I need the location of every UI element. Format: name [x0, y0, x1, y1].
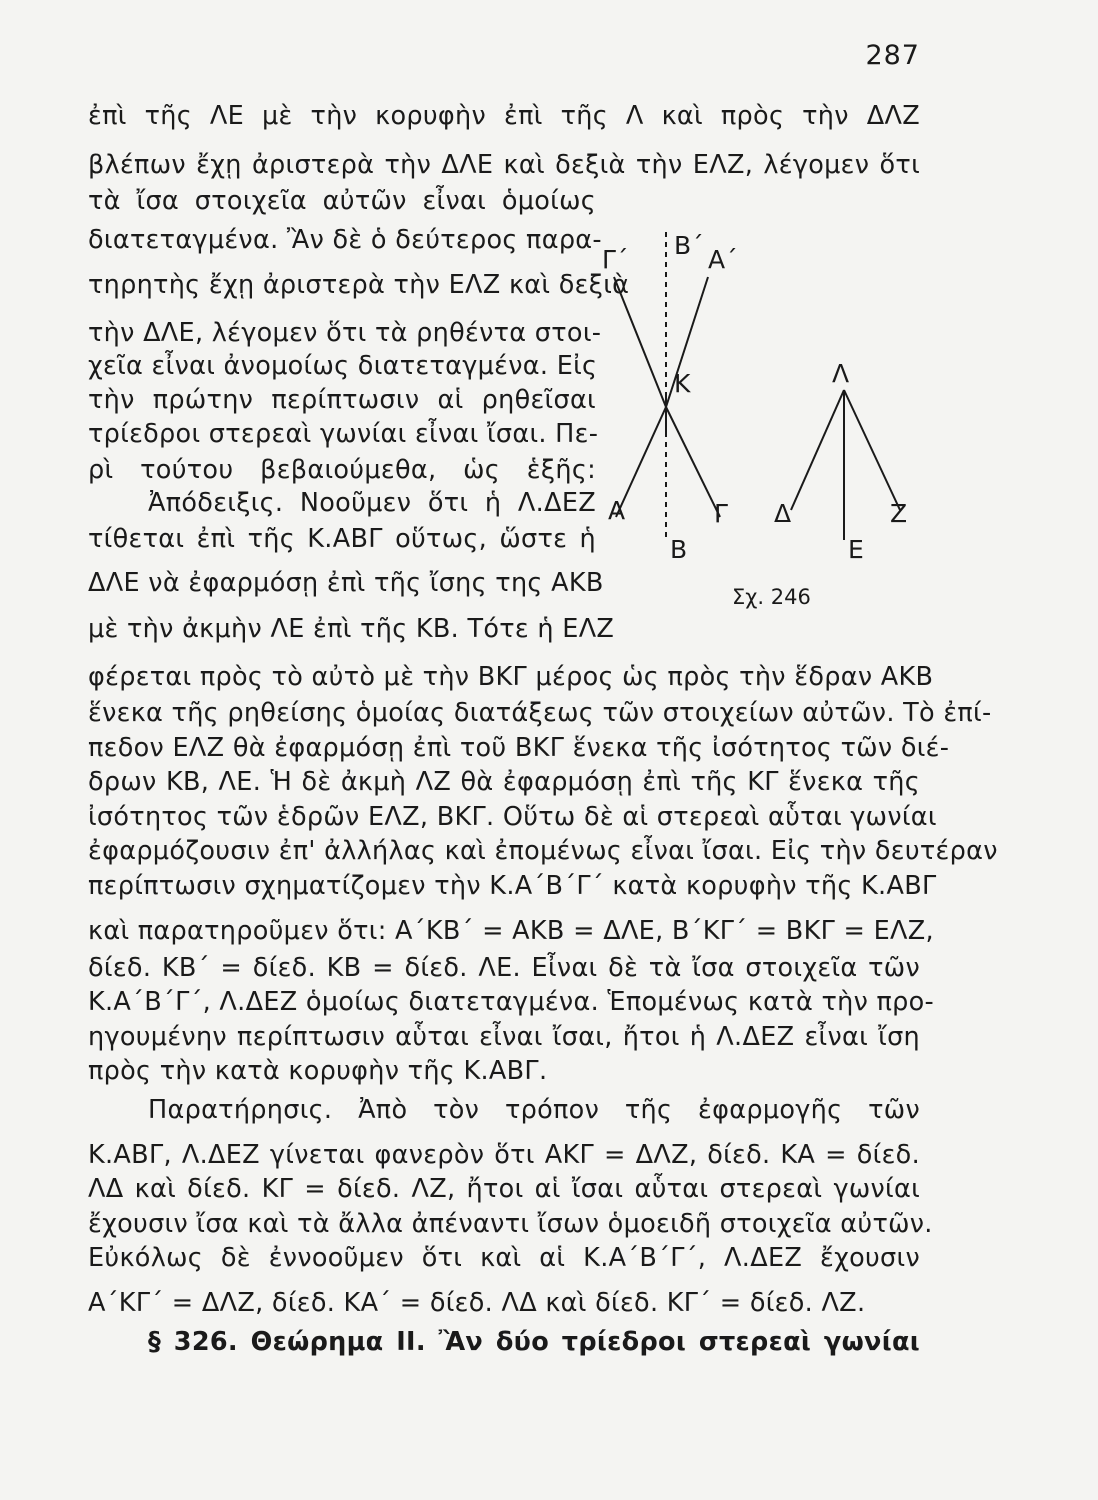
text-line: πρὸς τὴν κατὰ κορυφὴν τῆς Κ.ΑΒΓ. — [88, 1056, 548, 1086]
label-k: Κ — [674, 369, 691, 398]
theorem-heading: § 326. Θεώρημα ΙΙ. Ἂν δύο τρίεδροι στερεαὶ γωνίαι — [148, 1327, 920, 1357]
label-g: Γ — [714, 499, 728, 528]
label-e: Ε — [848, 535, 864, 564]
label-b-prime: Β΄ — [674, 232, 704, 260]
text-line: ἰσότητος τῶν ἑδρῶν ΕΛΖ, ΒΚΓ. Οὕτω δὲ αἱ στερεαὶ αὗται γωνίαι — [88, 802, 937, 832]
text-line: ΔΛΕ νὰ ἐφαρμόσῃ ἐπὶ τῆς ἴσης της ΑΚΒ — [88, 568, 604, 598]
text-line: τὰ ἴσα στοιχεῖα αὐτῶν εἶναι ὁμοίως — [88, 186, 596, 216]
text-line: τηρητὴς ἔχῃ ἀριστερὰ τὴν ΕΛΖ καὶ δεξιὰ — [88, 270, 630, 300]
text-line: δίεδ. ΚΒ΄ = δίεδ. ΚΒ = δίεδ. ΛΕ. Εἶναι δὲ τὰ ἴσα στοιχεῖα τῶν — [88, 953, 920, 983]
label-a-prime: Α΄ — [708, 245, 738, 274]
text-line: καὶ παρατηροῦμεν ὅτι: Α΄ΚΒ΄ = ΑΚΒ = ΔΛΕ, Β΄ΚΓ΄ = ΒΚΓ = ΕΛΖ, — [88, 916, 934, 946]
text-line: τὴν πρώτην περίπτωσιν αἱ ρηθεῖσαι — [88, 385, 596, 415]
line-g-prime-g — [614, 277, 666, 407]
figure-246 — [596, 232, 926, 652]
text-line: ἐφαρμόζουσιν ἐπ' ἀλλήλας καὶ ἐπομένως εἶναι ἴσαι. Εἰς τὴν δευτέραν — [88, 836, 998, 866]
text-line: δρων ΚΒ, ΛΕ. Ἡ δὲ ἀκμὴ ΛΖ θὰ ἐφαρμόσῃ ἐπὶ τῆς ΚΓ ἕνεκα τῆς — [88, 767, 920, 797]
figure-svg — [596, 232, 926, 652]
text-line: διατεταγμένα. Ἂν δὲ ὁ δεύτερος παρα- — [88, 225, 602, 255]
text-line: Κ.Α΄Β΄Γ΄, Λ.ΔΕΖ ὁμοίως διατεταγμένα. Ἑπομένως κατὰ τὴν προ- — [88, 987, 935, 1017]
text-line: ἐπὶ τῆς ΛΕ μὲ τὴν κορυφὴν ἐπὶ τῆς Λ καὶ πρὸς τὴν ΔΛΖ — [88, 101, 920, 131]
text-line: φέρεται πρὸς τὸ αὐτὸ μὲ τὴν ΒΚΓ μέρος ὡς πρὸς τὴν ἕδραν ΑΚΒ — [88, 662, 934, 692]
remark-line: Παρατήρησις. Ἀπὸ τὸν τρόπον τῆς ἐφαρμογῆς τῶν — [148, 1095, 920, 1125]
figure-caption: Σχ. 246 — [732, 585, 811, 609]
label-z: Ζ — [890, 499, 908, 528]
text-line: χεῖα εἶναι ἀνομοίως διατεταγμένα. Εἰς — [88, 351, 598, 381]
text-line: Α΄ΚΓ΄ = ΔΛΖ, δίεδ. ΚΑ΄ = δίεδ. ΛΔ καὶ δίεδ. ΚΓ΄ = δίεδ. ΛΖ. — [88, 1288, 866, 1318]
text-line: Κ.ΑΒΓ, Λ.ΔΕΖ γίνεται φανερὸν ὅτι ΑΚΓ = ΔΛΖ, δίεδ. ΚΑ = δίεδ. — [88, 1140, 920, 1170]
text-line: ἕνεκα τῆς ρηθείσης ὁμοίας διατάξεως τῶν στοιχείων αὐτῶν. Τὸ ἐπί- — [88, 698, 992, 728]
text-line: τρίεδροι στερεαὶ γωνίαι εἶναι ἴσαι. Πε- — [88, 419, 599, 449]
page-number: 287 — [865, 40, 920, 71]
label-b: Β — [670, 535, 688, 564]
text-line: βλέπων ἔχῃ ἀριστερὰ τὴν ΔΛΕ καὶ δεξιὰ τὴν ΕΛΖ, λέγομεν ὅτι — [88, 150, 920, 180]
text-line: περίπτωσιν σχηματίζομεν τὴν Κ.Α΄Β΄Γ΄ κατὰ κορυφὴν τῆς Κ.ΑΒΓ — [88, 871, 937, 901]
label-d: Δ — [774, 499, 792, 528]
text-line: μὲ τὴν ἀκμὴν ΛΕ ἐπὶ τῆς ΚΒ. Τότε ἡ ΕΛΖ — [88, 614, 615, 644]
line-lambda-d — [791, 390, 844, 510]
text-line: τὴν ΔΛΕ, λέγομεν ὅτι τὰ ρηθέντα στοι- — [88, 318, 602, 348]
line-k-g — [666, 407, 720, 517]
line-lambda-z — [844, 390, 900, 510]
text-line: ρὶ τούτου βεβαιούμεθα, ὡς ἑξῆς: — [88, 455, 596, 485]
text-line: τίθεται ἐπὶ τῆς Κ.ΑΒΓ οὕτως, ὥστε ἡ — [88, 524, 596, 554]
label-a: Α — [608, 496, 626, 525]
text-line: πεδον ΕΛΖ θὰ ἐφαρμόσῃ ἐπὶ τοῦ ΒΚΓ ἕνεκα τῆς ἰσότητος τῶν διέ- — [88, 733, 950, 763]
text-line: ηγουμένην περίπτωσιν αὗται εἶναι ἴσαι, ἤτοι ἡ Λ.ΔΕΖ εἶναι ἴση — [88, 1022, 920, 1052]
text-line: Εὐκόλως δὲ ἐννοοῦμεν ὅτι καὶ αἱ Κ.Α΄Β΄Γ΄, Λ.ΔΕΖ ἔχουσιν — [88, 1243, 920, 1273]
text-line: ΛΔ καὶ δίεδ. ΚΓ = δίεδ. ΛΖ, ἤτοι αἱ ἴσαι αὗται στερεαὶ γωνίαι — [88, 1174, 920, 1204]
label-g-prime: Γ΄ — [602, 245, 629, 274]
proof-line: Ἀπόδειξις. Νοοῦμεν ὅτι ἡ Λ.ΔΕΖ — [148, 488, 596, 518]
text-line: ἔχουσιν ἴσα καὶ τὰ ἄλλα ἀπέναντι ἴσων ὁμοειδῆ στοιχεῖα αὐτῶν. — [88, 1209, 933, 1239]
label-lambda: Λ — [832, 359, 850, 388]
